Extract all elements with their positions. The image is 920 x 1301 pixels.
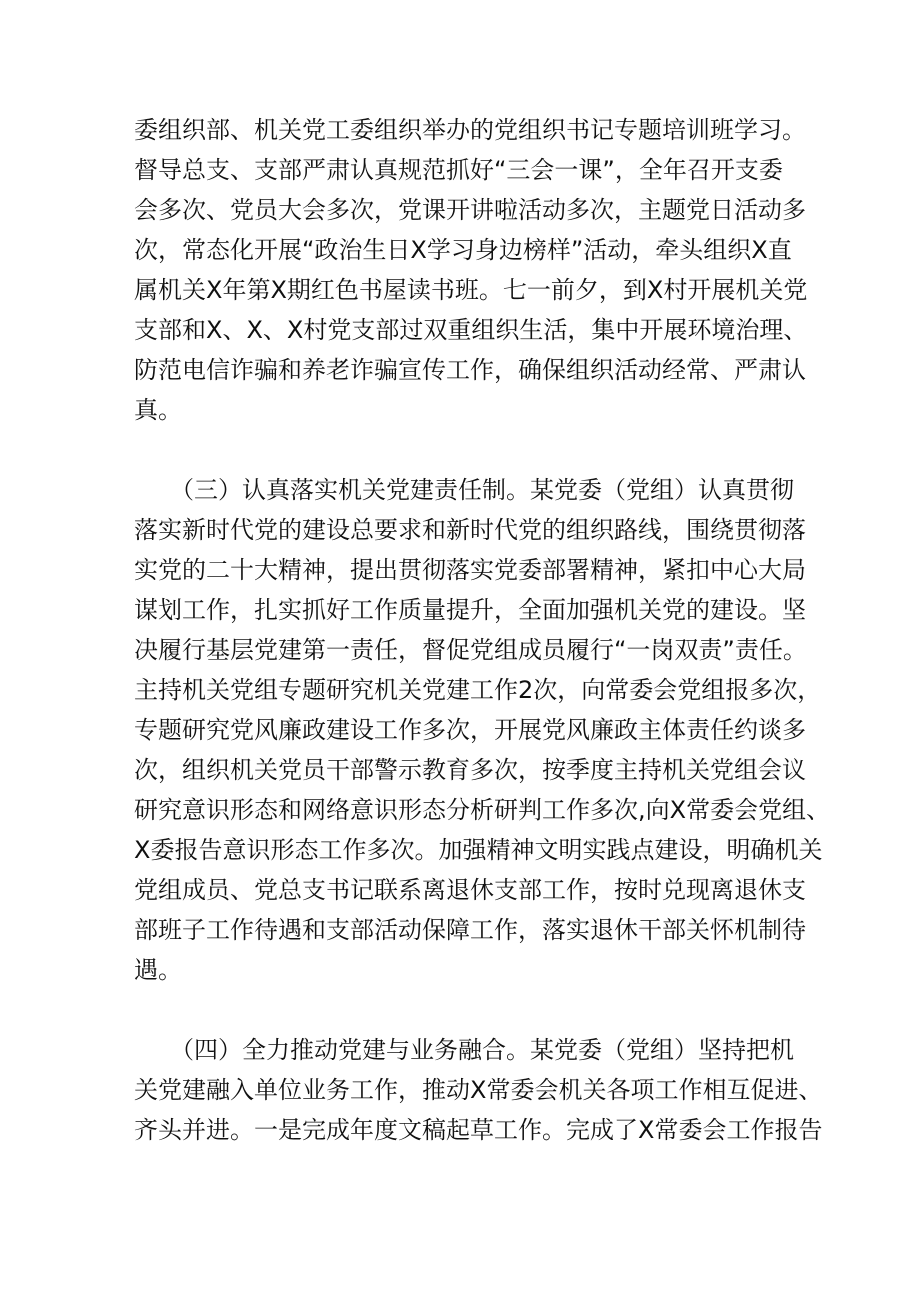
paragraph-1-line: 属机关X年第X期红色书屋读书班。七一前夕，到X村开展机关党	[134, 276, 808, 304]
paragraph-2-line: 遇。	[134, 956, 182, 984]
paragraph-2-line: 党组成员、党总支书记联系离退休支部工作，按时兑现离退休支	[134, 876, 806, 904]
paragraph-2-line: 研究意识形态和网络意识形态分析研判工作多次,向X常委会党组、	[134, 796, 831, 824]
paragraph-2	[134, 470, 831, 990]
paragraph-2-line: 落实新时代党的建设总要求和新时代党的组织路线，围绕贯彻落	[134, 516, 806, 544]
paragraph-2-line: 部班子工作待遇和支部活动保障工作，落实退休干部关怀机制待	[134, 916, 806, 944]
paragraph-1-line: 次，常态化开展“政治生日X学习身边榜样”活动，牵头组织X直	[134, 236, 792, 264]
paragraph-1-line: 真。	[134, 396, 182, 424]
paragraph-2-line: 实党的二十大精神，提出贯彻落实党委部署精神，紧扣中心大局	[134, 556, 806, 584]
paragraph-1-line: 支部和X、X、X村党支部过双重组织生活，集中开展环境治理、	[134, 316, 808, 344]
paragraph-2-line: 主持机关党组专题研究机关党建工作2次，向常委会党组报多次，	[134, 676, 822, 704]
paragraph-3-line: 关党建融入单位业务工作，推动X常委会机关各项工作相互促进、	[134, 1076, 823, 1104]
paragraph-2-line: 谋划工作，扎实抓好工作质量提升，全面加强机关党的建设。坚	[134, 596, 806, 624]
paragraph-3	[134, 1030, 823, 1150]
paragraph-2-line: 决履行基层党建第一责任，督促党组成员履行“一岗双责”责任。	[134, 636, 807, 664]
paragraph-3-line: （四）全力推动党建与业务融合。某党委（党组）坚持把机	[134, 1036, 794, 1064]
paragraph-2-line: （三）认真落实机关党建责任制。某党委（党组）认真贯彻	[134, 476, 794, 504]
paragraph-2-line: 专题研究党风廉政建设工作多次，开展党风廉政主体责任约谈多	[134, 716, 806, 744]
paragraph-1	[134, 110, 808, 430]
paragraph-2-line: X委报告意识形态工作多次。加强精神文明实践点建设，明确机关	[134, 836, 823, 864]
paragraph-2-line: 次，组织机关党员干部警示教育多次，按季度主持机关党组会议	[134, 756, 806, 784]
paragraph-1-line: 会多次、党员大会多次，党课开讲啦活动多次，主题党日活动多	[134, 196, 806, 224]
paragraph-1-line: 督导总支、支部严肃认真规范抓好“三会一课”，全年召开支委	[134, 156, 783, 184]
paragraph-1-line: 防范电信诈骗和养老诈骗宣传工作，确保组织活动经常、严肃认	[134, 356, 806, 384]
paragraph-3-line: 齐头并进。一是完成年度文稿起草工作。完成了X常委会工作报告	[134, 1116, 823, 1144]
paragraph-1-line: 委组织部、机关党工委组织举办的党组织书记专题培训班学习。	[134, 116, 806, 144]
